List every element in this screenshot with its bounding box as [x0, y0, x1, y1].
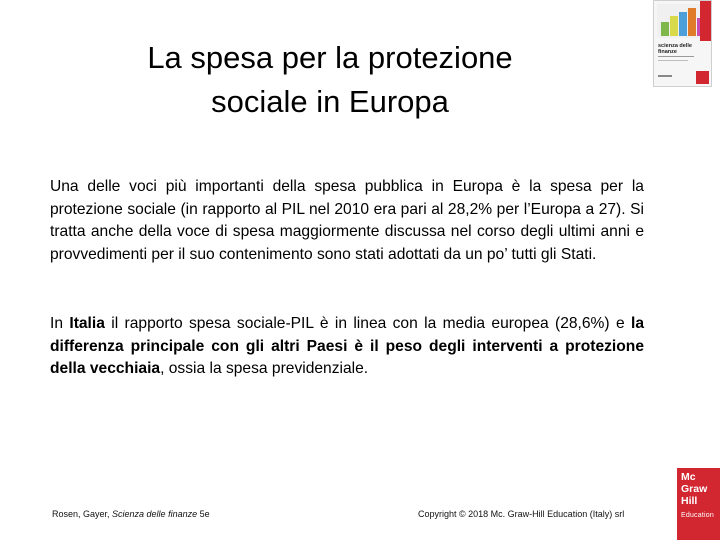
paragraph-2-text-c: , ossia la spesa previdenziale. — [160, 360, 369, 377]
footer-citation-prefix: Rosen, Gayer, — [52, 509, 113, 519]
paragraph-2-bold-difference: la differenza principale con gli altri Paesi è il peso degli interventi a protezione della vecchiaia — [50, 315, 644, 377]
cover-title: scienza delle finanze — [658, 43, 692, 55]
paragraph-2-bold-italia: Italia — [69, 315, 105, 332]
logo-line-graw: Graw — [681, 483, 708, 495]
paragraph-2-text-a: In — [50, 315, 70, 332]
paragraph-2 — [50, 313, 644, 381]
mcgraw-hill-logo — [677, 468, 720, 540]
slide-title — [70, 36, 590, 124]
footer-copyright: Copyright © 2018 Mc. Graw-Hill Education (Italy) srl — [418, 509, 625, 519]
slide-title-line1: La spesa per la protezione — [147, 40, 513, 75]
footer-citation-edition: 5e — [197, 509, 210, 519]
paragraph-1: Una delle voci più importanti della spesa pubblica in Europa è la spesa per la protezione sociale (in rapporto al PIL nel 2010 era pari al 28,2% per l’Europa a 27). Si tratta anche della voce di spesa maggiormente discussa nel corso degli ultimi anni e provvedimenti per il suo contenimento sono stati adottati da un po’ tutti gli Stati. — [50, 178, 644, 263]
footer-citation-book: Scienza delle finanze — [112, 509, 198, 519]
logo-line-hill: Hill — [681, 495, 698, 507]
logo-line-education: Education — [681, 512, 714, 519]
book-cover-thumbnail — [653, 0, 712, 87]
paragraph-2-text-b: il rapporto spesa sociale-PIL è in linea con la media europea (28,6%) e — [104, 315, 631, 332]
slide-title-line2: sociale in Europa — [211, 84, 449, 119]
footer-citation — [52, 509, 210, 519]
logo-line-mc: Mc — [681, 471, 696, 483]
cover-publisher-mark — [696, 71, 709, 84]
